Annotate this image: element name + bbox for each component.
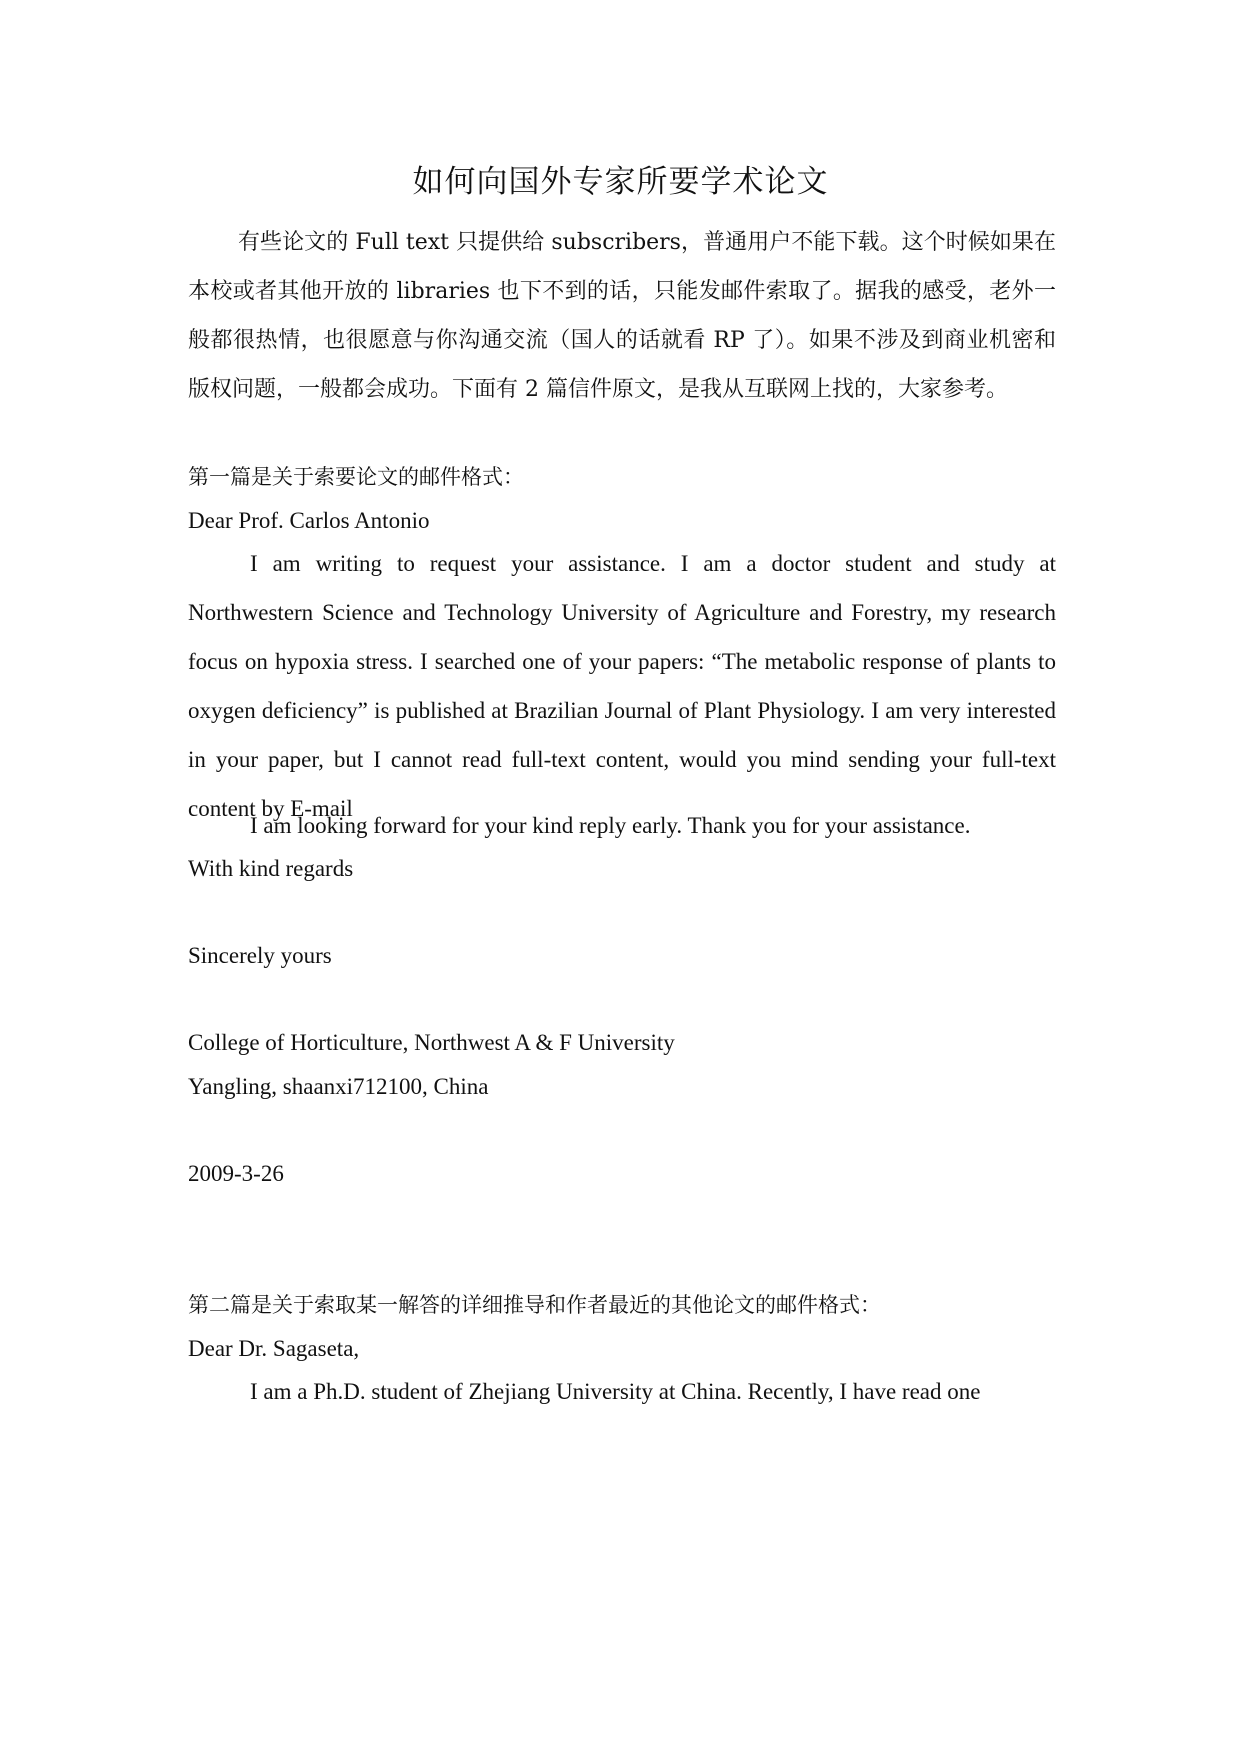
- letter1-regards: With kind regards: [188, 856, 354, 881]
- letter1-affiliation-line1: College of Horticulture, Northwest A & F University: [188, 1030, 675, 1055]
- letter1-affiliation-line2: Yangling, shaanxi712100, China: [188, 1074, 489, 1099]
- letter2-salutation: Dear Dr. Sagaseta,: [188, 1336, 360, 1361]
- letter1-heading: 第一篇是关于索要论文的邮件格式：: [188, 465, 524, 489]
- document-title: 如何向国外专家所要学术论文: [412, 164, 829, 200]
- letter1-sign-off: Sincerely yours: [188, 943, 332, 968]
- letter1-salutation: Dear Prof. Carlos Antonio: [188, 508, 430, 533]
- letter2-heading: 第二篇是关于索取某一解答的详细推导和作者最近的其他论文的邮件格式：: [188, 1293, 881, 1317]
- letter2-body-start: I am a Ph.D. student of Zhejiang University at China. Recently, I have read one: [250, 1379, 981, 1404]
- intro-paragraph: 有些论文的 Full text 只提供给 subscribers，普通用户不能下载。这个时候如果在本校或者其他开放的 libraries 也下不到的话，只能发邮件索取了。据我的感受，老外一般都很热情，也很愿意与你沟通交流（国人的话就看 RP 了）。如果不涉及到商业机密和版权问题，一般都会成功。下面有 2 篇信件原文，是我从互联网上找的，大家参考。: [188, 230, 1056, 402]
- letter1-closing-line: I am looking forward for your kind reply early. Thank you for your assistance.: [250, 813, 971, 838]
- letter1-body: I am writing to request your assistance. I am a doctor student and study at Northwestern Science and Technology University of Agriculture and Forestry, my research focus on hypoxia stress. I searched one of your papers: “The metabolic response of plants to oxygen deficiency” is published at Brazilian Journal of Plant Physiology. I am very interested in your paper, but I cannot read full-text content, would you mind sending your full-text content by E-mail: [188, 551, 1056, 821]
- letter1-date: 2009-3-26: [188, 1161, 284, 1186]
